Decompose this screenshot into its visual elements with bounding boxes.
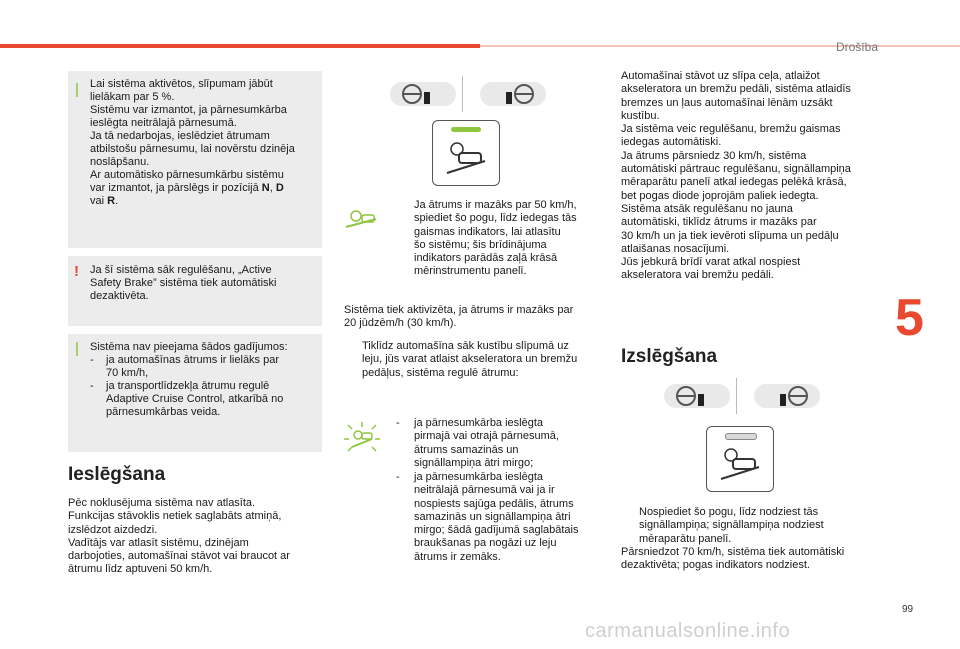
steering-wheel-icon (754, 384, 820, 408)
hill-descent-icon (443, 139, 489, 177)
control-panel-figure (390, 76, 550, 188)
steering-wheel-icon (480, 82, 546, 106)
hill-descent-indicator-flashing-icon (342, 421, 382, 455)
steering-wheel-control-right (754, 384, 820, 408)
divider (736, 378, 737, 414)
hill-descent-button[interactable] (706, 426, 774, 492)
hill-descent-indicator-green-icon (342, 207, 380, 231)
heading-deactivation: Izslēgšana (621, 346, 718, 367)
warning-note (68, 256, 322, 326)
list-item: ja transportlīdzekļa ātrumu regulē Adaptive Cruise Control, atkarībā no pārnesumkārbas veida. (106, 380, 284, 418)
header-divider (480, 45, 960, 47)
steering-wheel-control-right (480, 82, 546, 106)
middle-dash-item-2: ja pārnesumkārba ieslēgta neitrālajā pārnesumā vai ja ir nospiests sajūga pedālis, ātrums samazinās un signāllampiņa ātri mirgo; šādā gadījumā saglabātais braukšanas pa nogāzi uz leju ātrums ir zemāks. (414, 471, 579, 563)
control-panel-figure-off (664, 378, 824, 490)
dash-marker: - (90, 380, 94, 392)
hill-descent-icon (717, 445, 763, 483)
page-number: 99 (902, 604, 914, 615)
header-accent-bar (0, 44, 480, 48)
dash-marker: - (90, 354, 94, 366)
section-title: Drošība (835, 40, 878, 54)
middle-bullet-2: Tiklīdz automašīna sāk kustību slīpumā uz leju, jūs varat atlaist akseleratora un bremžu pedāļus, sistēma regulē ātrumu: (362, 340, 578, 379)
note-activation-text: Lai sistēma aktivētos, slīpumam jābūt lielākam par 5 %. Sistēmu var izmantot, ja pārnesumkārba ieslēgta neitrālajā pārnesumā. Ja tā nedarbojas, ieslēdziet ātrumam atbilstošu pārnesumu, lai novērstu dzinēja noslāpšanu. Ar automātisko pārnesumkārbu sistēmu var izmantot, ja pārslēgs ir pozīcijā N, D vai R. (90, 78, 295, 207)
dash-marker: - (396, 471, 400, 483)
indicator-led-off-icon (725, 433, 757, 440)
dash-marker: - (396, 417, 400, 429)
steering-wheel-icon (390, 82, 456, 106)
info-bar (76, 83, 78, 97)
right-para: Automašīnai stāvot uz slīpa ceļa, atlaižot akseleratora un bremžu pedāli, sistēma atlaidīs bremzes un ļaus automašīnai lēnām uzsākt kustību. Ja sistēma veic regulēšanu, bremžu gaismas iedegas automātiski. Ja ātrums pārsniedz 30 km/h, sistēma automātiski pārtrauc regulēšanu, signāllampiņa mēraparātu panelī atkal iedegas pelēkā krāsā, bet pogas diode joprojām paliek iedegta. Sistēma atsāk regulēšanu no jauna automātiski, tiklīdz ātrums ir mazāks par 30 km/h un ja tiek ievēroti slīpuma un pedāļu atlaišanas nosacījumi. Jūs jebkurā brīdī varat atkal nospiest akseleratora vai bremžu pedāli. (621, 70, 851, 282)
info-note-activation (68, 71, 322, 248)
info-note-unavailable (68, 334, 322, 452)
list-item: ja automašīnas ātrums ir lielāks par 70 km/h, (106, 354, 280, 379)
heading-activation: Ieslēgšana (68, 464, 166, 485)
note-unavailable-intro: Sistēma nav pieejama šādos gadījumos: (90, 341, 288, 353)
middle-bullet-1: Ja ātrums ir mazāks par 50 km/h, spiediet šo pogu, līdz iedegas tās gaismas indikators, lai atlasītu šo sistēmu; šis brīdinājuma indikators parādās zaļā krāsā mērinstrumentu panelī. (414, 199, 577, 278)
right-bullet: Nospiediet šo pogu, līdz nodziest tās signāllampiņa; signāllampiņa nodziest mēraparātu panelī. (639, 506, 824, 545)
steering-wheel-control-left (390, 82, 456, 106)
warning-icon: ! (74, 263, 79, 280)
divider (462, 76, 463, 112)
middle-para-1: Sistēma tiek aktivizēta, ja ātrums ir mazāks par 20 jūdzēm/h (30 km/h). (344, 304, 574, 330)
chapter-number: 5 (895, 289, 924, 347)
steering-wheel-control-left (664, 384, 730, 408)
warning-text: Ja šī sistēma sāk regulēšanu, „Active Safety Brake” sistēma tiek automātiski dezaktivēta. (90, 264, 277, 302)
info-bar (76, 342, 78, 356)
indicator-led-icon (451, 127, 481, 132)
hill-descent-button[interactable] (432, 120, 500, 186)
steering-wheel-icon (664, 384, 730, 408)
right-para-2: Pārsniedzot 70 km/h, sistēma tiek automātiski dezaktivēta; pogas indikators nodziest. (621, 546, 845, 572)
watermark: carmanualsonline.info (585, 620, 791, 642)
middle-dash-item-1: ja pārnesumkārba ieslēgta pirmajā vai otrajā pārnesumā, ātrums samazinās un signāllampiņa ātri mirgo; (414, 417, 559, 469)
activation-body: Pēc noklusējuma sistēma nav atlasīta. Funkcijas stāvoklis netiek saglabāts atmiņā, izslēdzot aizdedzi. Vadītājs var atlasīt sistēmu, dzinējam darbojoties, automašīnai stāvot vai braucot ar ātrumu līdz aptuveni 50 km/h. (68, 497, 290, 576)
